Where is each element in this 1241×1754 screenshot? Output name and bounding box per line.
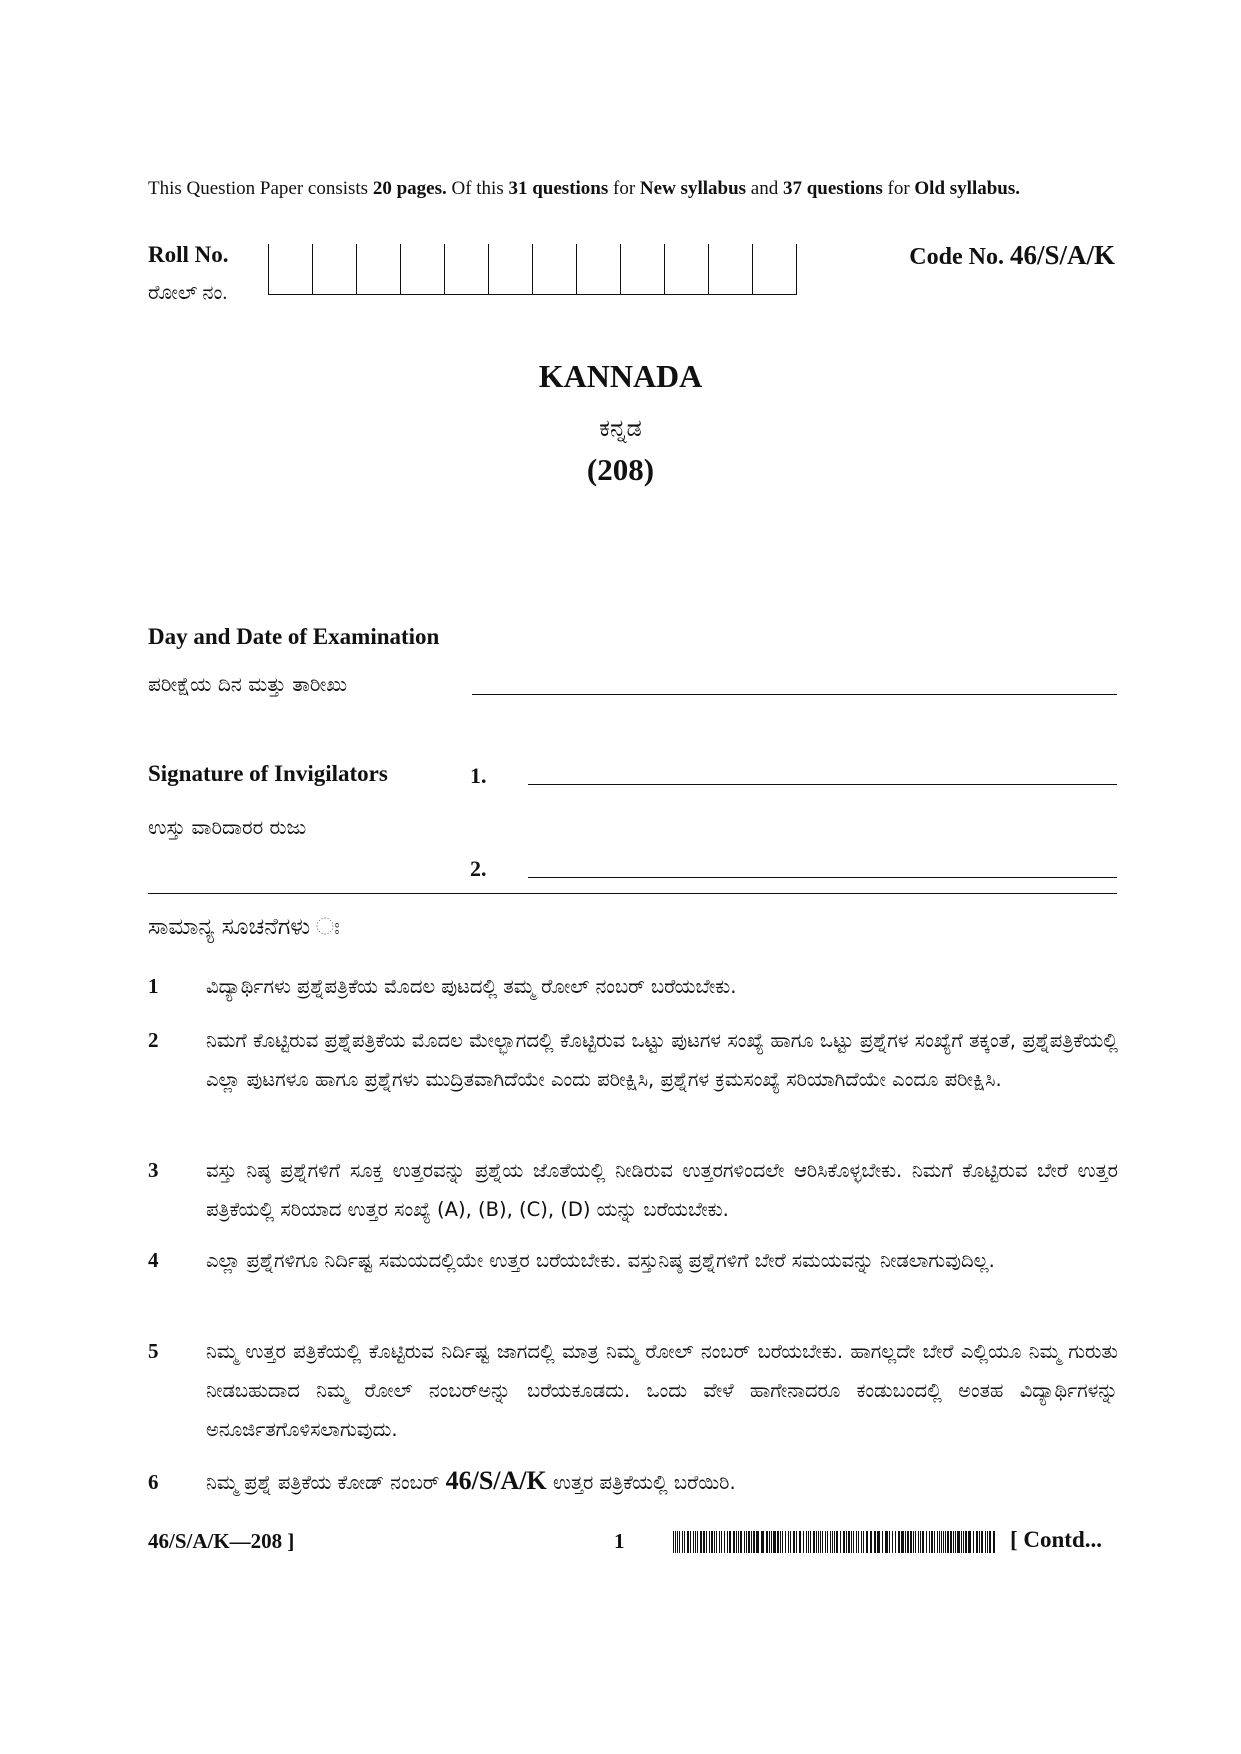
- roll-number-box[interactable]: [357, 244, 401, 294]
- signature-line-2-number: 2.: [470, 856, 487, 881]
- paper-reference: 46/S/A/K—208 ]: [148, 1529, 295, 1553]
- signature-field-2[interactable]: [528, 877, 1117, 878]
- roll-number-boxes[interactable]: [268, 244, 797, 295]
- section-divider: [148, 893, 1117, 894]
- roll-number-label: Roll No.: [148, 242, 229, 267]
- roll-number-label-kannada: ರೋಲ್ ನಂ.: [148, 282, 228, 304]
- subject-title-kannada: ಕನ್ನಡ: [599, 414, 642, 442]
- roll-number-box[interactable]: [577, 244, 621, 294]
- barcode-icon: [673, 1531, 998, 1553]
- invigilator-signature-label: Signature of Invigilators: [148, 761, 388, 786]
- invigilator-signature-label-kannada: ಉಸ್ತು ವಾರಿದಾರರ ರುಜು: [148, 815, 307, 839]
- roll-number-box[interactable]: [313, 244, 357, 294]
- continued-label: [ Contd...: [1010, 1527, 1103, 1552]
- signature-field-1[interactable]: [528, 784, 1117, 785]
- roll-number-box[interactable]: [445, 244, 489, 294]
- roll-number-box[interactable]: [401, 244, 445, 294]
- exam-date-label: Day and Date of Examination: [148, 624, 440, 649]
- roll-number-box[interactable]: [665, 244, 709, 294]
- code-number-inline: 46/S/A/K: [445, 1466, 547, 1495]
- exam-date-field[interactable]: [472, 694, 1117, 695]
- roll-number-box[interactable]: [533, 244, 577, 294]
- roll-number-box[interactable]: [269, 244, 313, 294]
- roll-number-box[interactable]: [489, 244, 533, 294]
- exam-date-label-kannada: ಪರೀಕ್ಷೆಯ ದಿನ ಮತ್ತು ತಾರೀಖು: [148, 672, 348, 696]
- code-number-value: 46/S/A/K: [1009, 240, 1115, 270]
- signature-line-1-number: 1.: [470, 763, 487, 788]
- subject-title: KANNADA: [538, 358, 703, 394]
- paper-summary: This Question Paper consists 20 pages. Of this 31 questions for New syllabus and 37 questions for Old syllabus.: [148, 178, 1021, 199]
- page-number: 1: [614, 1529, 625, 1553]
- roll-number-box[interactable]: [709, 244, 753, 294]
- code-number: Code No. 46/S/A/K: [909, 240, 1115, 270]
- roll-number-box[interactable]: [621, 244, 665, 294]
- general-instructions-heading: ಸಾಮಾನ್ಯ ಸೂಚನೆಗಳು ಃ: [148, 914, 340, 940]
- roll-number-box[interactable]: [753, 244, 797, 294]
- subject-code: (208): [586, 452, 655, 487]
